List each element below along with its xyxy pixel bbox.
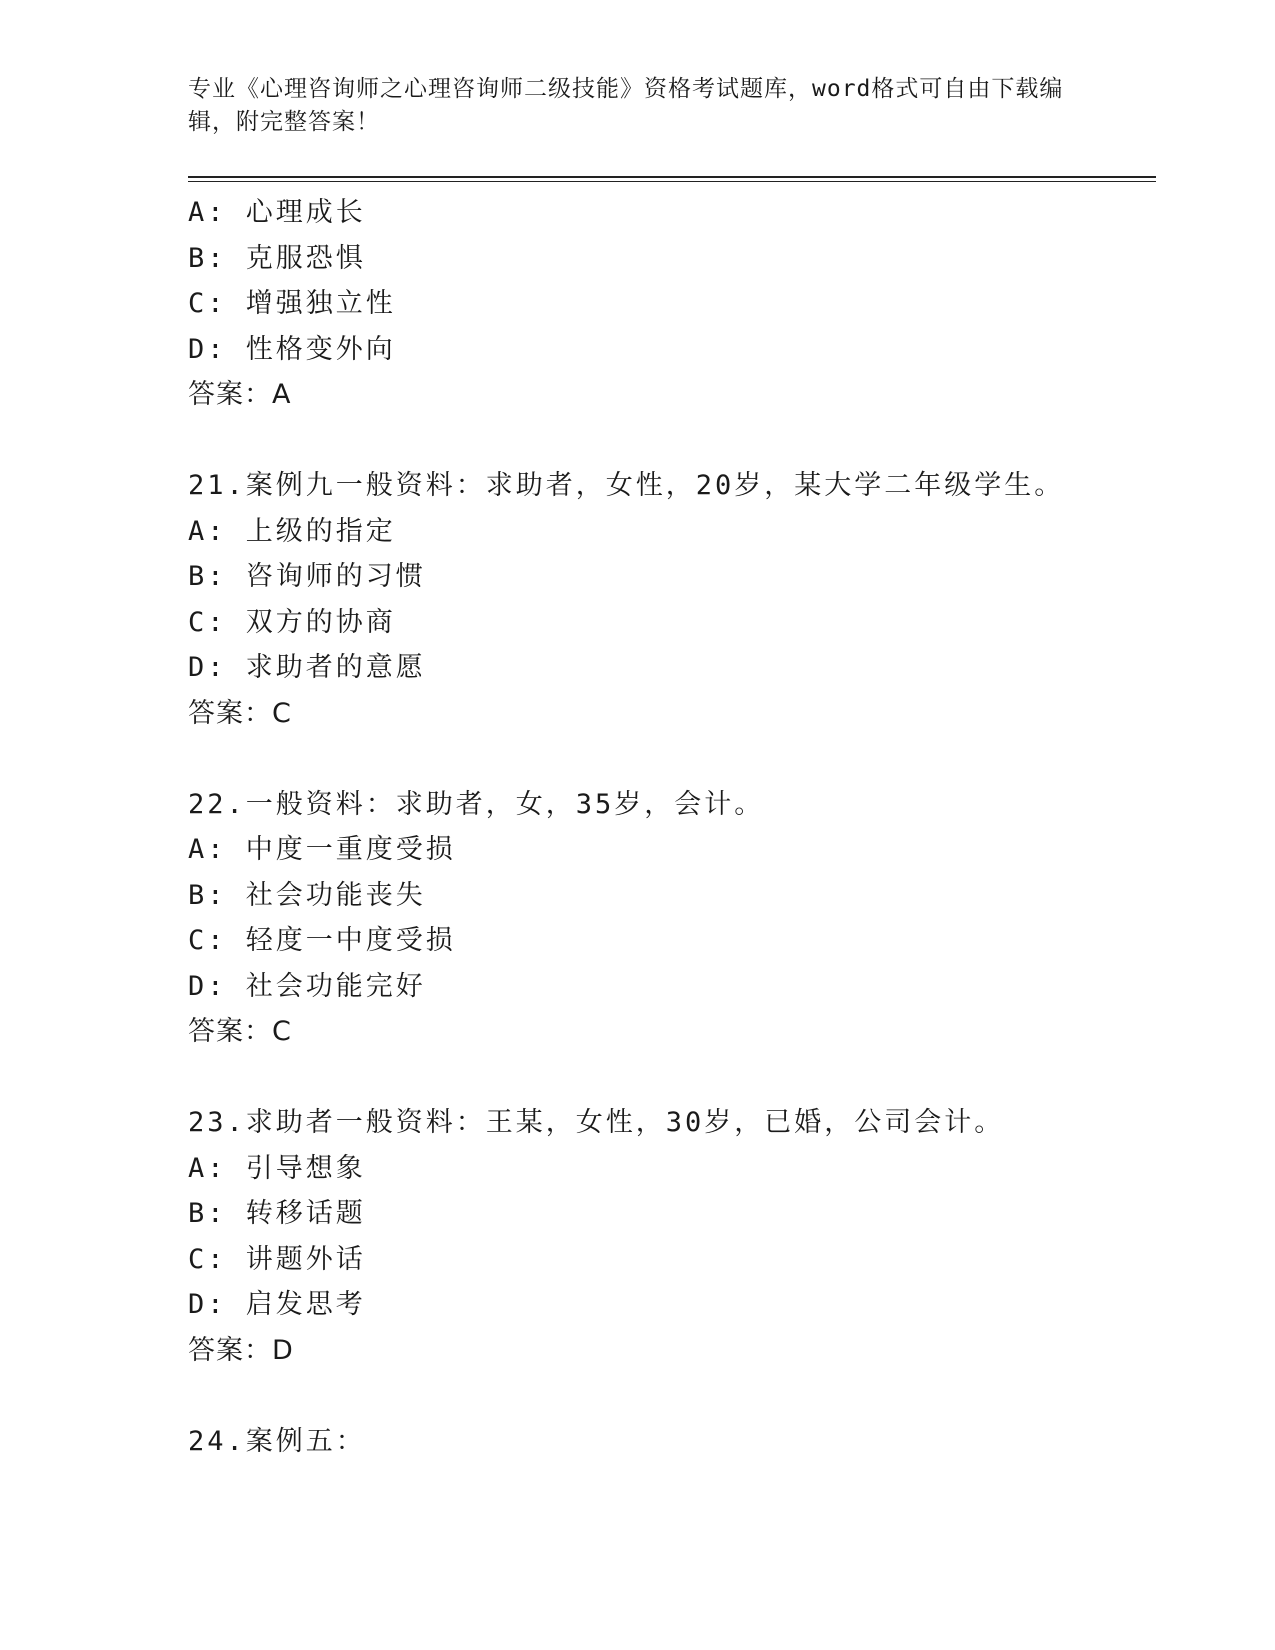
question-23: 23.求助者一般资料：王某，女性，30岁，已婚，公司会计。 xyxy=(188,1107,1005,1138)
option-a: A: 上级的指定 xyxy=(188,515,396,547)
answer-line: 答案：A xyxy=(188,379,292,410)
question-22: 22.一般资料：求助者，女，35岁，会计。 xyxy=(188,788,765,820)
option-b: B: 社会功能丧失 xyxy=(188,879,426,911)
option-c: C: 轻度一中度受损 xyxy=(188,925,456,956)
question-24: 24.案例五： xyxy=(188,1425,366,1457)
spacer xyxy=(188,1373,1148,1419)
option-a: A: 引导想象 xyxy=(188,1152,366,1184)
spacer xyxy=(188,418,1148,464)
option-c: C: 增强独立性 xyxy=(188,288,396,319)
option-a: A: 心理成长 xyxy=(188,197,366,228)
document-intro: 专业《心理咨询师之心理咨询师二级技能》资格考试题库，word格式可自由下载编辑，附完整答案！ xyxy=(188,76,1064,135)
answer-line: 答案：D xyxy=(188,1334,294,1366)
spacer xyxy=(188,1055,1148,1101)
option-b: B: 克服恐惧 xyxy=(188,242,366,274)
header-divider-thick xyxy=(188,176,1156,178)
spacer xyxy=(188,736,1148,782)
option-d: D: 性格变外向 xyxy=(188,333,396,365)
header-divider-thin xyxy=(188,181,1156,182)
option-b: B: 转移话题 xyxy=(188,1198,366,1229)
option-c: C: 双方的协商 xyxy=(188,606,396,638)
option-a: A: 中度一重度受损 xyxy=(188,834,456,865)
answer-line: 答案：C xyxy=(188,697,292,729)
question-list xyxy=(188,190,1148,1464)
question-21: 21.案例九一般资料：求助者，女性，20岁，某大学二年级学生。 xyxy=(188,470,1065,501)
option-d: D: 启发思考 xyxy=(188,1289,366,1320)
option-d: D: 求助者的意愿 xyxy=(188,652,426,683)
answer-line: 答案：C xyxy=(188,1016,292,1047)
option-c: C: 讲题外话 xyxy=(188,1243,366,1275)
option-d: D: 社会功能完好 xyxy=(188,970,426,1002)
option-b: B: 咨询师的习惯 xyxy=(188,561,426,592)
